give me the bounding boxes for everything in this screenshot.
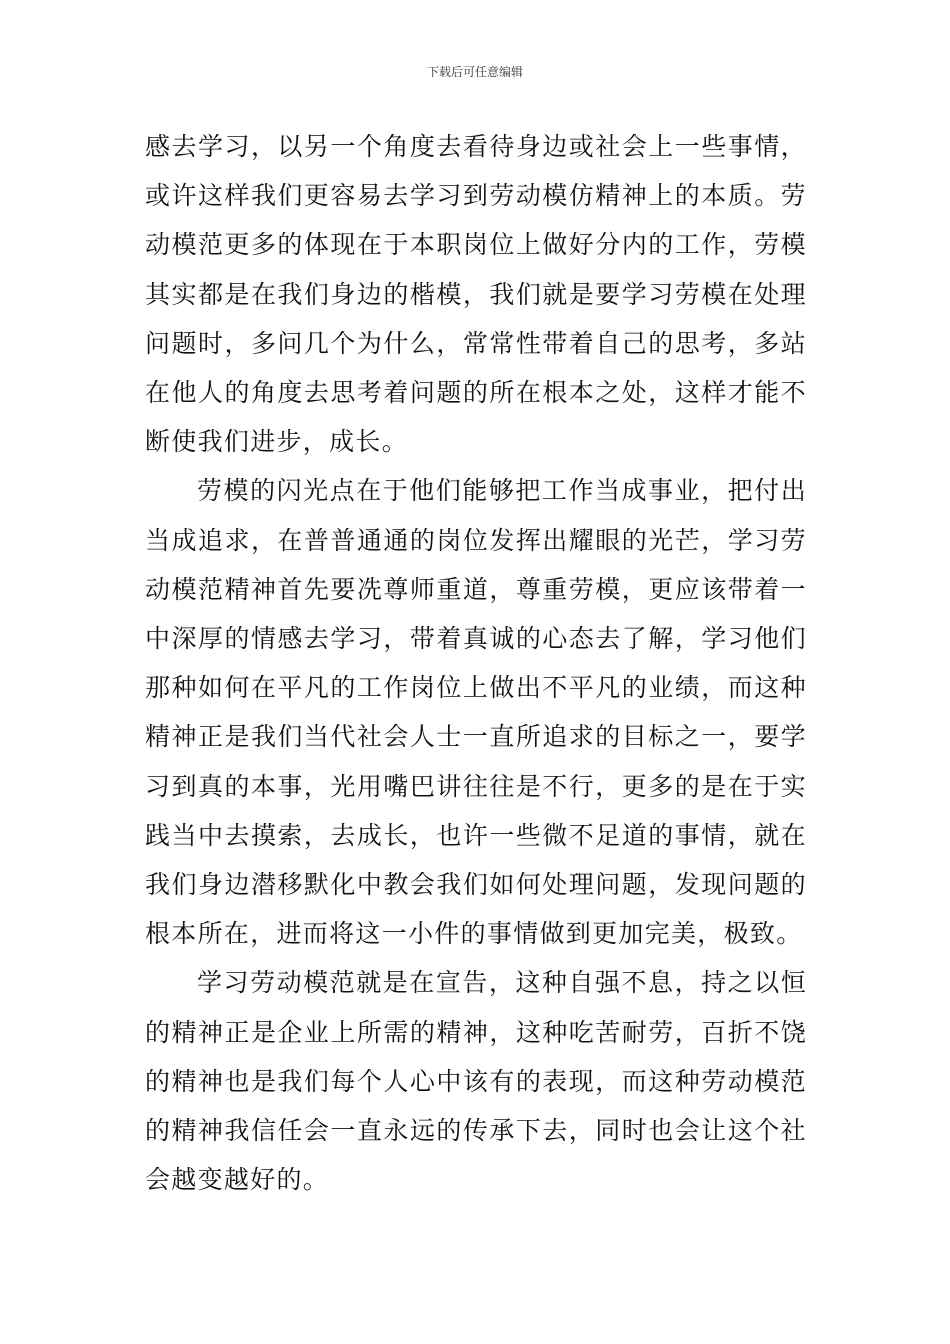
paragraph: 学习劳动模范就是在宣告，这种自强不息，持之以恒的精神正是企业上所需的精神，这种吃苦耐劳，百折不饶的精神也是我们每个人心中该有的表现，而这种劳动模范的精神我信任会一直永远的传承下去，同时也会让这个社会越变越好的。 (145, 968, 807, 1195)
document-body (145, 122, 807, 1204)
paragraph: 劳模的闪光点在于他们能够把工作当成事业，把付出当成追求，在普普通通的岗位发挥出耀眼的光芒，学习劳动模范精神首先要冼尊师重道，尊重劳模，更应该带着一中深厚的情感去学习，带着真诚的心态去了解，学习他们那种如何在平凡的工作岗位上做出不平凡的业绩，而这种精神正是我们当代社会人士一直所追求的目标之一，要学习到真的本事，光用嘴巴讲往往是不行，更多的是在于实践当中去摸索，去成长，也许一些微不足道的事情，就在我们身边潜移默化中教会我们如何处理问题，发现问题的根本所在，进而将这一小件的事情做到更加完美，极致。 (145, 476, 807, 949)
page-header: 下载后可任意编辑 (426, 65, 523, 79)
paragraph: 感去学习，以另一个角度去看待身边或社会上一些事情，或许这样我们更容易去学习到劳动模仿精神上的本质。劳动模范更多的体现在于本职岗位上做好分内的工作，劳模其实都是在我们身边的楷模，我们就是要学习劳模在处理问题时，多问几个为什么，常常性带着自己的思考，多站在他人的角度去思考着问题的所在根本之处，这样才能不断使我们进步，成长。 (145, 132, 807, 457)
